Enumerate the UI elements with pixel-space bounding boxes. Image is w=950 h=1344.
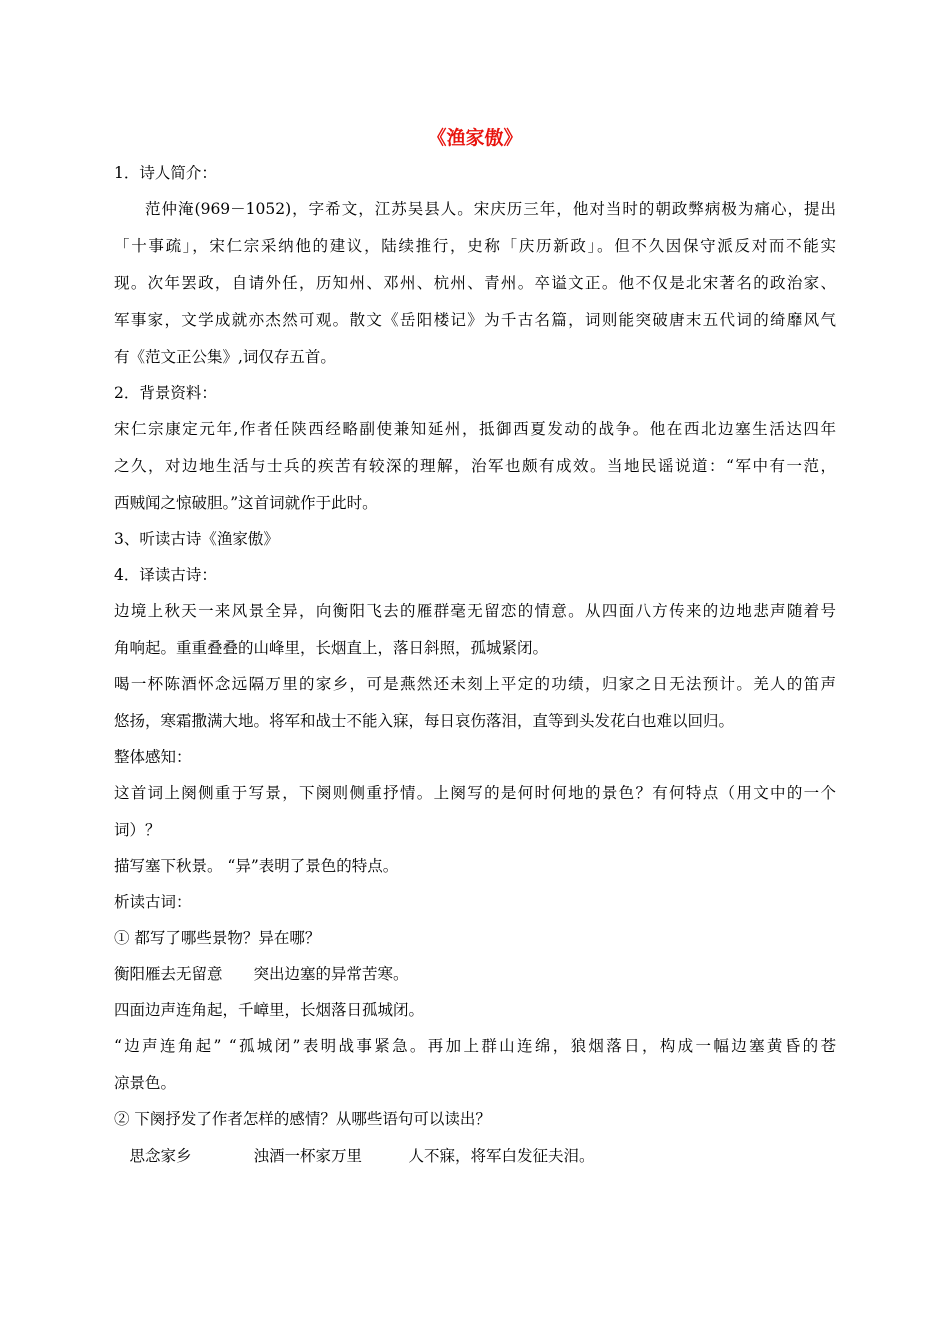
document-title: 《渔家傲》 bbox=[427, 127, 523, 149]
translation-line-2: 角响起。重重叠叠的山峰里，长烟直上，落日斜照，孤城紧闭。 bbox=[114, 639, 549, 657]
question-1-answer-2: 四面边声连角起，千嶂里，长烟落日孤城闭。 bbox=[114, 1001, 425, 1019]
background-line-1: 宋仁宗康定元年,作者任陕西经略副使兼知延州，抵御西夏发动的战争。他在西北边塞生活达四年 bbox=[114, 420, 836, 438]
background-line-2: 之久，对边地生活与士兵的疾苦有较深的理解，治军也颇有成效。当地民谣说道：“军中有一范， bbox=[114, 457, 836, 475]
question-1-answer-3-line-1: “边声连角起” “孤城闭”表明战事紧急。再加上群山连绵，狼烟落日，构成一幅边塞黄昏的苍 bbox=[114, 1037, 836, 1055]
section-heading-poet-intro: 1．诗人简介： bbox=[114, 164, 217, 182]
translation-line-4: 悠扬，寒霜撒满大地。将军和战士不能入寐，每日哀伤落泪，直等到头发花白也难以回归。 bbox=[114, 712, 735, 730]
overall-answer: 描写塞下秋景。 “异”表明了景色的特点。 bbox=[114, 857, 399, 875]
poet-intro-line-3: 现。次年罢政，自请外任，历知州、邓州、杭州、青州。卒谥文正。他不仅是北宋著名的政治家、 bbox=[114, 274, 836, 292]
section-heading-background: 2．背景资料： bbox=[114, 384, 217, 402]
section-heading-listen: 3、听读古诗《渔家傲》 bbox=[114, 530, 279, 548]
poet-intro-line-2: 「十事疏」，宋仁宗采纳他的建议，陆续推行，史称「庆历新政」。但不久因保守派反对而不能实 bbox=[114, 237, 836, 255]
overall-line-2: 词）？ bbox=[114, 821, 161, 839]
overall-line-1: 这首词上阕侧重于写景，下阕则侧重抒情。上阕写的是何时何地的景色？有何特点（用文中的一个 bbox=[114, 784, 836, 802]
section-heading-overall: 整体感知： bbox=[114, 748, 192, 766]
translation-line-1: 边境上秋天一来风景全异，向衡阳飞去的雁群毫无留恋的情意。从四面八方传来的边地悲声随着号 bbox=[114, 602, 836, 620]
poet-intro-line-4: 军事家，文学成就亦杰然可观。散文《岳阳楼记》为千古名篇，词则能突破唐末五代词的绮靡风气 bbox=[114, 311, 836, 329]
question-1: ① 都写了哪些景物？异在哪？ bbox=[114, 929, 321, 947]
poet-intro-line-5: 有《范文正公集》,词仅存五首。 bbox=[114, 348, 336, 366]
section-heading-translate: 4．译读古诗： bbox=[114, 566, 217, 584]
section-heading-analysis: 析读古词： bbox=[114, 893, 192, 911]
question-2-answer: 思念家乡 浊酒一杯家万里 人不寐，将军白发征夫泪。 bbox=[114, 1147, 595, 1165]
question-2: ② 下阕抒发了作者怎样的感情？从哪些语句可以读出？ bbox=[114, 1110, 491, 1128]
background-line-3: 西贼闻之惊破胆。”这首词就作于此时。 bbox=[114, 494, 378, 512]
question-1-answer-1: 衡阳雁去无留意 突出边塞的异常苦寒。 bbox=[114, 965, 409, 983]
translation-line-3: 喝一杯陈酒怀念远隔万里的家乡，可是燕然还未刻上平定的功绩，归家之日无法预计。羌人的笛声 bbox=[114, 675, 836, 693]
question-1-answer-3-line-2: 凉景色。 bbox=[114, 1074, 177, 1092]
poet-intro-line-1: 范仲淹(969－1052)，字希文，江苏吴县人。宋庆历三年，他对当时的朝政弊病极为痛心，提出 bbox=[145, 200, 836, 218]
